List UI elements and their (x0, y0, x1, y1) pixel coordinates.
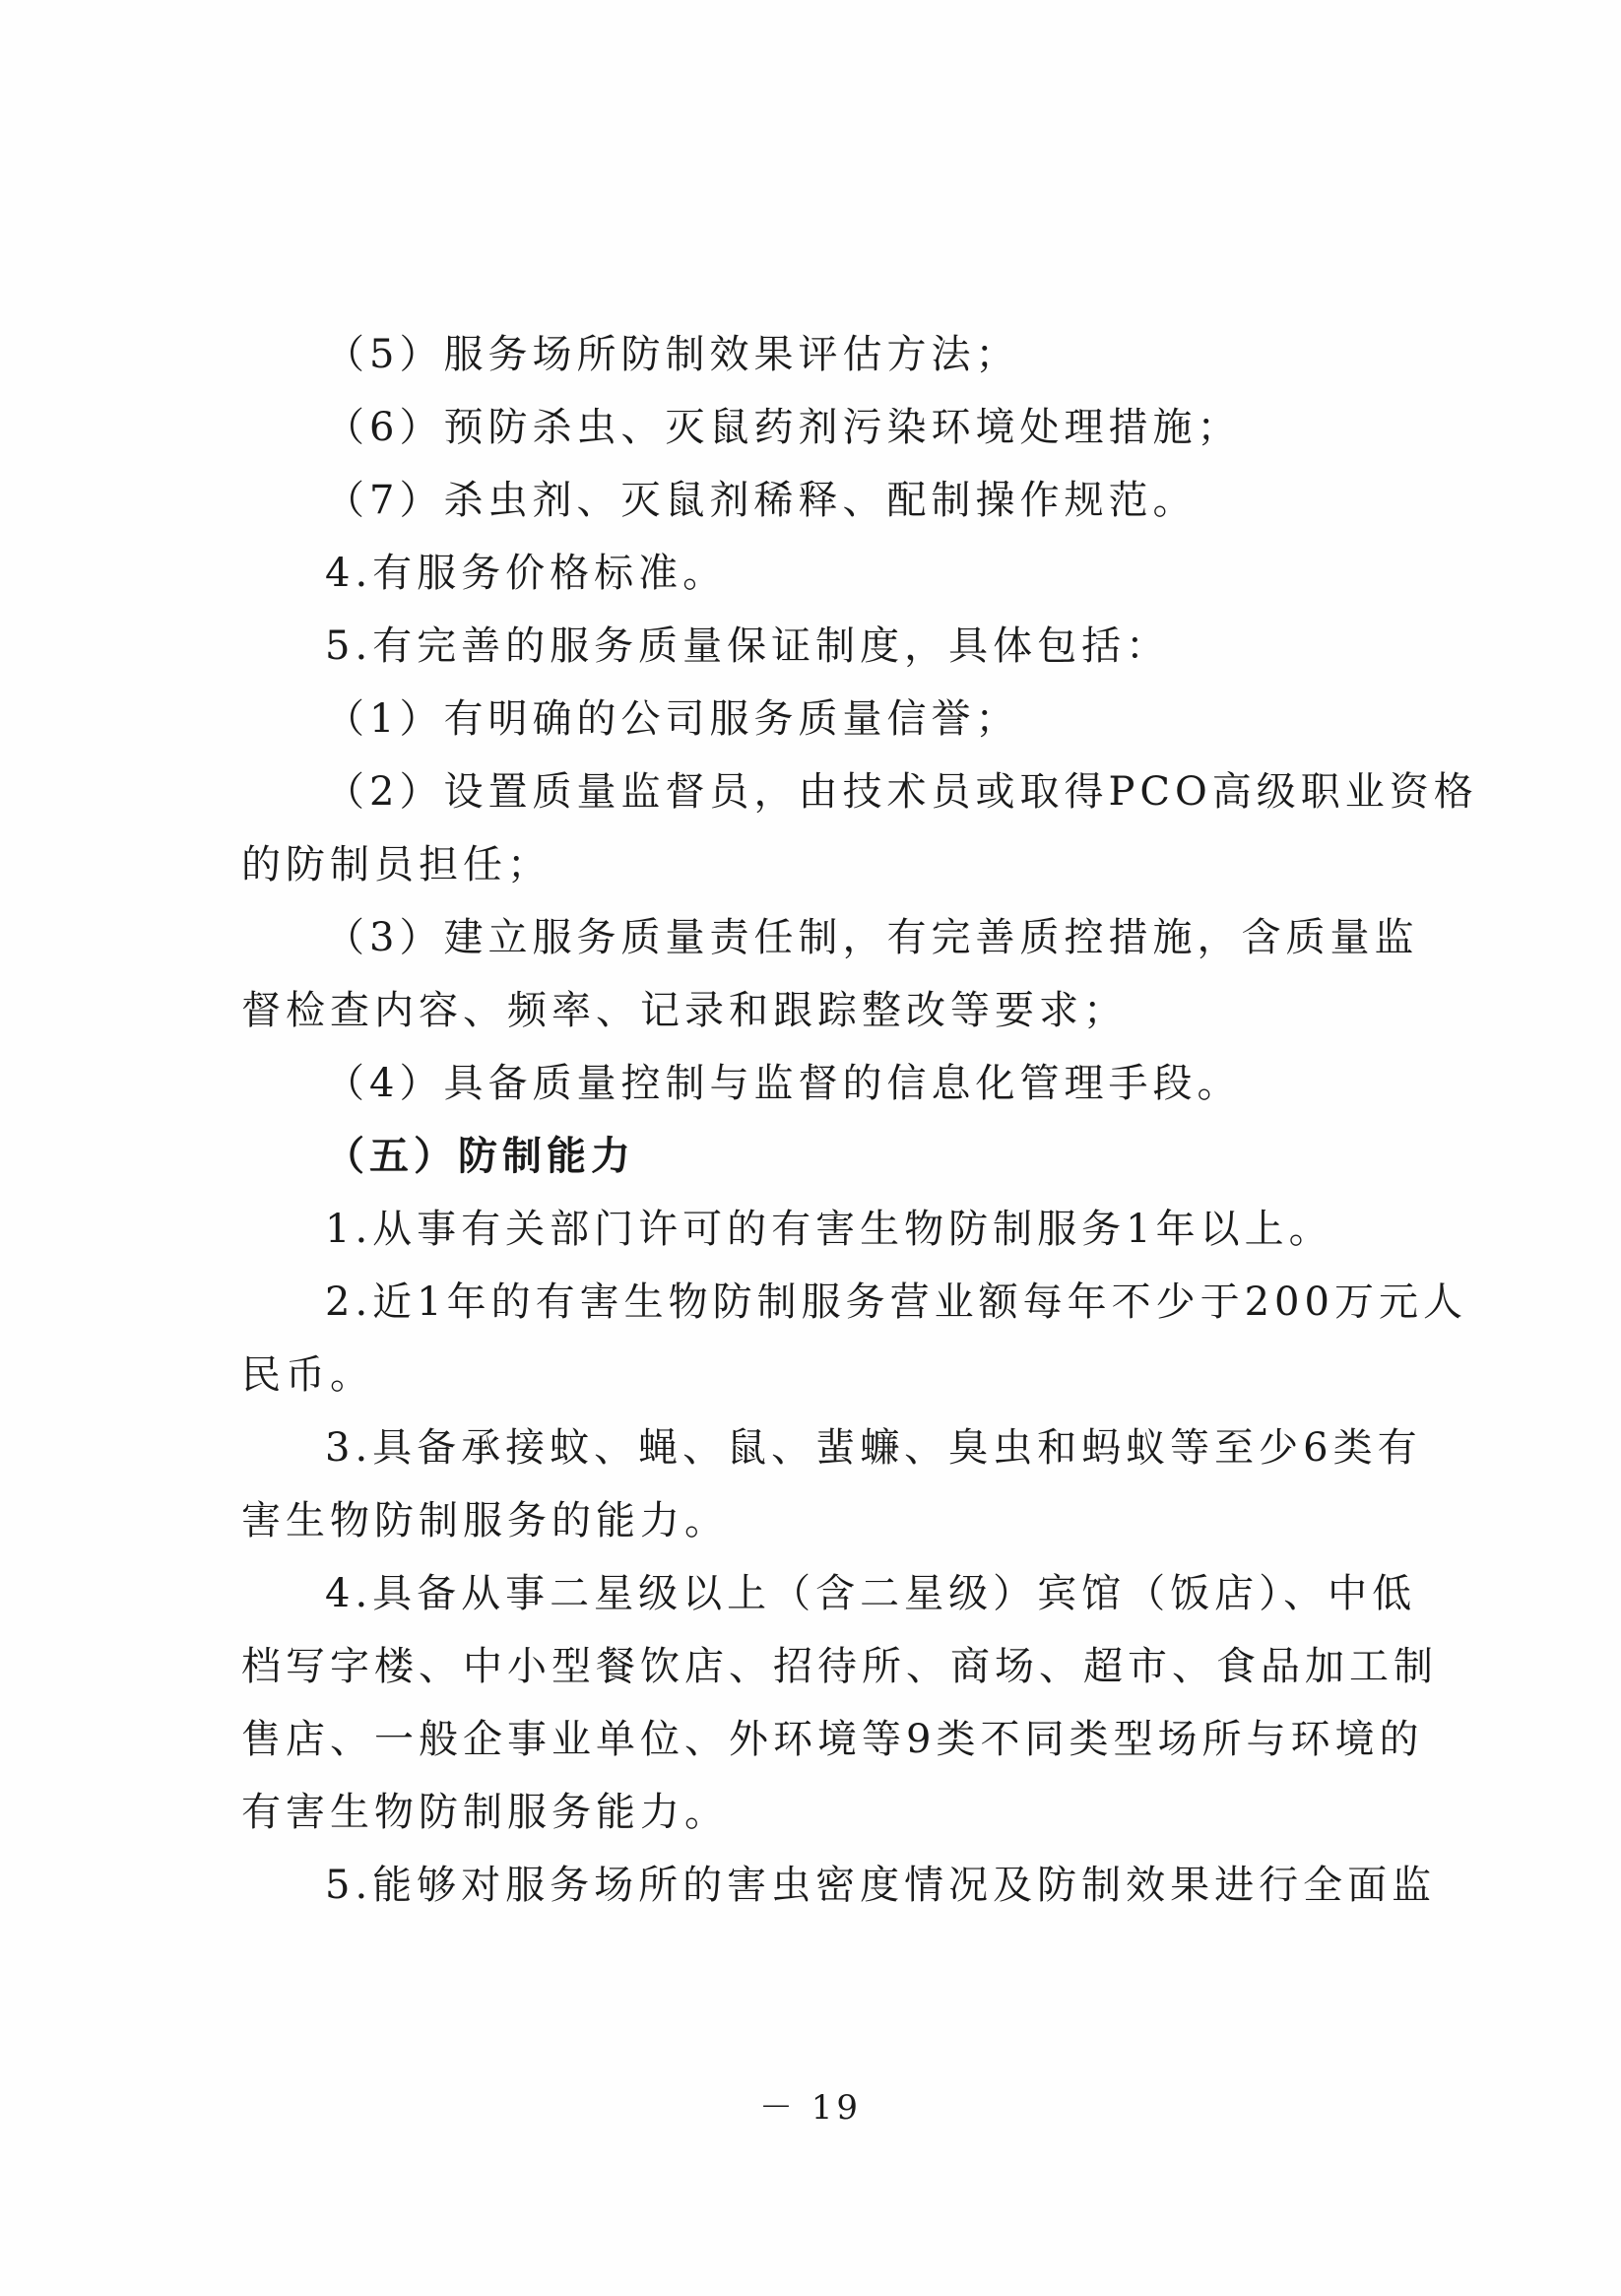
sub-item-2: （2）设置质量监督员，由技术员或取得PCO高级职业资格 (325, 769, 1478, 815)
capability-item-2: 2.近1年的有害生物防制服务营业额每年不少于200万元人 (325, 1279, 1467, 1325)
sub-item-3: （3）建立服务质量责任制，有完善质控措施，含质量监 (325, 915, 1419, 960)
capability-item-4-continued-3: 有害生物防制服务能力。 (241, 1790, 729, 1835)
capability-item-4: 4.具备从事二星级以上（含二星级）宾馆（饭店）、中低 (325, 1571, 1417, 1616)
capability-item-1: 1.从事有关部门许可的有害生物防制服务1年以上。 (325, 1207, 1333, 1252)
capability-item-3-continued: 害生物防制服务的能力。 (241, 1498, 729, 1543)
sub-item-1: （1）有明确的公司服务质量信誉； (325, 696, 1020, 742)
sub-item-4: （4）具备质量控制与监督的信息化管理手段。 (325, 1061, 1242, 1106)
item-4-price-standard: 4.有服务价格标准。 (325, 551, 728, 596)
section-heading: （五）防制能力 (325, 1133, 635, 1179)
sub-item-2-continued: 的防制员担任； (241, 842, 551, 887)
capability-item-2-continued: 民币。 (241, 1352, 374, 1398)
sub-item-3-continued: 督检查内容、频率、记录和跟踪整改等要求； (241, 988, 1128, 1033)
capability-item-4-continued-2: 售店、一般企事业单位、外环境等9类不同类型场所与环境的 (241, 1717, 1424, 1762)
list-item-7: （7）杀虫剂、灭鼠剂稀释、配制操作规范。 (325, 478, 1198, 523)
capability-item-3: 3.具备承接蚊、蝇、鼠、蜚蠊、臭虫和蚂蚁等至少6类有 (325, 1425, 1422, 1471)
item-5-quality-system: 5.有完善的服务质量保证制度，具体包括： (325, 623, 1171, 669)
list-item-6: （6）预防杀虫、灭鼠药剂污染环境处理措施； (325, 405, 1242, 450)
page-number: － 19 (758, 2088, 863, 2128)
capability-item-5: 5.能够对服务场所的害虫密度情况及防制效果进行全面监 (325, 1863, 1437, 1908)
capability-item-4-continued-1: 档写字楼、中小型餐饮店、招待所、商场、超市、食品加工制 (241, 1644, 1438, 1689)
list-item-5: （5）服务场所防制效果评估方法； (325, 332, 1020, 377)
